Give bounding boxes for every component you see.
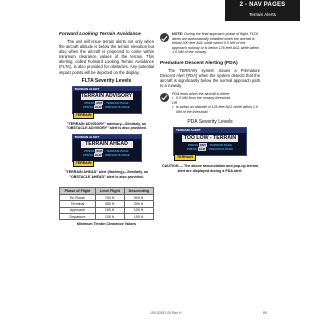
alert-figure-ahead — [59, 134, 154, 166]
figure-caption: CAUTION — The above annunciation and pop-up terrain alert are displayed during a PDA alert. — [162, 164, 258, 173]
table-cell: 100 ft. — [96, 213, 125, 219]
figure-caption: "TERRAIN ADVISORY" advisory—Similarly, an "OBSTACLE ADVISORY" alert is also provided. — [66, 121, 147, 130]
table-header-row — [60, 187, 154, 194]
note-label: NOTE: — [172, 32, 184, 36]
clr-key: CLR — [95, 153, 102, 158]
table-cell: 300 ft. — [124, 201, 153, 207]
table-cell: 500 ft. — [124, 194, 153, 200]
terrain-annunciation: TERRAIN — [73, 112, 95, 119]
note-list-item: • 0.5 NM from the runway threshold — [172, 96, 260, 101]
alert-option-text: - PREVIOUS PAGE — [103, 153, 130, 158]
table-header-cell: Phase of Flight — [60, 187, 96, 194]
note-text: During the final approach phase of flight, FLTA alerts are automatically inhibited when the aircraft is below 200 feet AGL while within 0.5 NM of the approach runway or is below 125 feet AGL while within 1.0 NM of the runway. — [172, 32, 260, 54]
table-header-cell: Descending — [124, 187, 153, 194]
ent-key: ENT — [199, 142, 206, 147]
terrain-annunciation: TERRAIN — [174, 154, 196, 161]
alert-header: TERRAIN ALERT — [73, 87, 141, 91]
alert-option-line: PRESS ENT - TERRAIN PAGE — [187, 142, 233, 147]
subsection-label: Terrain Alerts — [249, 12, 276, 17]
checkmark-icon — [160, 33, 169, 42]
alert-option-text: - TERRAIN PAGE — [104, 100, 129, 105]
left-column — [59, 32, 154, 226]
ent-key: ENT — [96, 100, 103, 105]
section-label: 2 - NAV PAGES — [239, 2, 286, 8]
pda-paragraph: The TERRAIN system issues a Premature Descent Alert (PDA) when the system detects that the aircraft is significantly below the normal approach path to a runway. — [160, 67, 260, 88]
table-cell: 100 ft. — [124, 213, 153, 219]
alert-option-line: PRESS ENT - TERRAIN PAGE — [84, 100, 129, 105]
table-caption: Minimum Terrain Clearance Values — [76, 222, 137, 227]
table-cell: En Route — [60, 194, 96, 200]
note-list — [172, 92, 260, 115]
alert-header: TERRAIN ALERT — [174, 128, 246, 132]
figure-caption: "TERRAIN AHEAD" alert (flashing)—Similarly, an "OBSTACLE AHEAD" alert is also provided. — [64, 170, 149, 179]
alert-option-text: - PREVIOUS PAGE — [206, 146, 234, 151]
terrain-annunciation: TERRAIN — [73, 160, 95, 167]
alert-popup — [72, 134, 142, 166]
clr-key: CLR — [95, 104, 102, 109]
table-cell: 350 ft. — [96, 201, 125, 207]
page-number: 89 — [263, 311, 267, 315]
clearance-table — [59, 187, 154, 221]
note-intro: PDA ends when the aircraft is either: — [172, 91, 231, 96]
alert-option-text: - TERRAIN PAGE — [207, 142, 233, 147]
right-column — [160, 32, 260, 173]
section-title-flta: Forward Looking Terrain Avoidance — [59, 32, 141, 37]
table-header-cell: Level Flight — [96, 187, 125, 194]
note-list-item: • is below an altitude of 125 feet AGL while within 1.0 NM of the threshold. — [172, 105, 260, 114]
table-cell: 100 ft. — [124, 207, 153, 213]
alert-figure-pda — [160, 127, 260, 160]
page-header-tab — [225, 0, 300, 21]
figure-title-flta: FLTA Severity Levels — [81, 77, 132, 84]
table-cell: Terminal — [60, 201, 96, 207]
alert-banner: TERRAIN AHEAD — [81, 141, 133, 148]
alert-option-line: PRESS CLR - PREVIOUS PAGE — [186, 146, 234, 151]
alert-option-text: - PREVIOUS PAGE — [103, 104, 130, 109]
figure-title-pda: PDA Severity Levels — [187, 119, 233, 126]
note-pda-ends — [160, 92, 260, 115]
alert-header: TERRAIN ALERT — [73, 135, 141, 139]
alert-option-line: PRESS CLR - PREVIOUS PAGE — [83, 104, 130, 109]
document-number: 190-00357-00 Rev H — [150, 311, 182, 315]
alert-popup — [72, 86, 142, 117]
table-cell: 150 ft. — [96, 207, 125, 213]
flta-paragraph: The unit will issue terrain alerts not only when the aircraft altitude is below the terrain elevation but also when the aircraft is projected to come within minimum clearance values of the terrain. This alerting, called Forward Looking Terrain Avoidance (FLTA), is also provided for obstacles. Any potential impact points will be depicted on the display. — [59, 39, 154, 75]
alert-figure-advisory — [59, 86, 154, 117]
alert-option-line: PRESS ENT - TERRAIN PAGE — [84, 149, 129, 154]
clr-key: CLR — [198, 146, 205, 151]
ent-key: ENT — [96, 149, 103, 154]
alert-banner: TERRAIN ADVISORY — [80, 92, 133, 99]
alert-option-text: - TERRAIN PAGE — [104, 149, 129, 154]
section-title-pda: Premature Descent Alerting (PDA) — [160, 60, 238, 66]
table-row — [60, 213, 154, 219]
table-cell: 700 ft. — [96, 194, 125, 200]
checkmark-icon — [160, 93, 169, 102]
note-flta-inhibit — [160, 32, 260, 55]
table-cell: Approach — [60, 207, 96, 213]
alert-option-line: PRESS CLR - PREVIOUS PAGE — [83, 153, 130, 158]
table-cell: Departure — [60, 213, 96, 219]
note-or: OR — [172, 100, 178, 105]
alert-banner: TOO LOW - TERRAIN — [183, 134, 237, 141]
alert-popup — [173, 127, 247, 160]
